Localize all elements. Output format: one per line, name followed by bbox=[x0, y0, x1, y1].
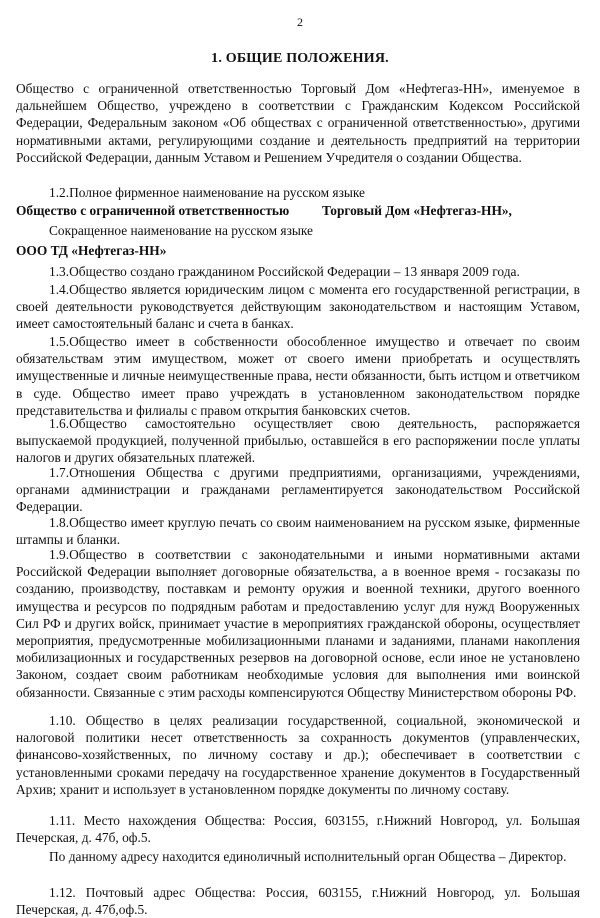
clause-1-6: 1.6.Общество самостоятельно осуществляет свою деятельность, распоряжается выпускаемой продукцией, полученной прибылью, оставшейся в его распоряжении после уплаты налогов и других обязательных платежей. bbox=[16, 416, 580, 466]
full-company-name bbox=[16, 202, 580, 219]
intro-paragraph: Общество с ограниченной ответственностью Торговый Дом «Нефтегаз-НН», именуемое в дальнейшем Общество, учреждено в соответствии с Гражданским Кодексом Российской Федерации, Федеральным законом «Об обществах с ограниченной ответственностью», другими нормативными актами, регулирующими создание и деятельность предприятий на территории Российской Федерации, данным Уставом и Решением Учредителя о создании Общества. bbox=[16, 81, 580, 165]
clause-1-12: 1.12. Почтовый адрес Общества: Россия, 603155, г.Нижний Новгород, ул. Большая Печерская, д. 47б,оф.5. bbox=[16, 885, 580, 918]
clause-1-7: 1.7.Отношения Общества с другими предприятиями, организациями, учреждениями, органами администрации и гражданами регламентируется законодательством Российской Федерации. bbox=[16, 465, 580, 515]
full-name-part2: Торговый Дом «Нефтегаз-НН», bbox=[321, 203, 512, 218]
short-company-name: ООО ТД «Нефтегаз-НН» bbox=[16, 243, 167, 258]
clause-1-8: 1.8.Общество имеет круглую печать со своим наименованием на русском языке, фирменные штампы и бланки. bbox=[16, 515, 580, 548]
clause-1-5: 1.5.Общество имеет в собственности обособленное имущество и отвечает по своим обязательствам этим имуществом, может от своего имени приобретать и осуществлять имущественные и личные неимущественные права, нести обязанности, быть истцом и ответчиком в суде. Общество имеет право учреждать в установленном законодательством порядке представительства и филиалы с правом открытия банковских счетов. bbox=[16, 334, 580, 418]
clause-1-4: 1.4.Общество является юридическим лицом с момента его государственной регистрации, в своей деятельности руководствуется действующим законодательством и настоящим Уставом, имеет самостоятельный баланс и счета в банках. bbox=[16, 282, 580, 332]
short-name-label: Сокращенное наименование на русском языке bbox=[49, 223, 313, 238]
page-number: 2 bbox=[297, 15, 303, 29]
clause-1-2-label: 1.2.Полное фирменное наименование на русском языке bbox=[49, 185, 365, 200]
clause-1-11: 1.11. Место нахождения Общества: Россия, 603155, г.Нижний Новгород, ул. Большая Печерская, д. 47б, оф.5. bbox=[16, 813, 580, 846]
clause-1-10: 1.10. Общество в целях реализации государственной, социальной, экономической и налоговой политики несет ответственность за сохранность документов (управленческих, финансово-хозяйственных, по личному составу и др.); обеспечивает в соответствии с установленными сроками передачу на государственное хранение документов в Государственный Архив; хранит и использует в установленном порядке документы по личному составу. bbox=[16, 713, 580, 797]
full-name-part1: Общество с ограниченной ответственностью bbox=[16, 203, 290, 218]
clause-1-9: 1.9.Общество в соответствии с законодательными и иными нормативными актами Российской Федерации выполняет договорные обязательства, а в военное время - госзаказы по созданию, производству, поставкам и ремонту оружия и военной техники, другого военного имущества и ресурсов по подрядным работам и предоставлению услуг для нужд Вооруженных Сил РФ и других войск, принимает участие в мероприятиях гражданской обороны, осуществляет мероприятия, предусмотренные мобилизационными планами и заданиями, планами накопления мобилизационных и государственных резервов на договорной основе, если иное не установлено Законом, создает своим работникам необходимые условия для выполнения ими воинской обязанности. Связанные с этим расходы компенсируются Обществу Министерством обороны РФ. bbox=[16, 547, 580, 700]
clause-1-11-note: По данному адресу находится единоличный исполнительный орган Общества – Директор. bbox=[49, 849, 567, 864]
section-title: 1. ОБЩИЕ ПОЛОЖЕНИЯ. bbox=[211, 51, 389, 66]
clause-1-3: 1.3.Общество создано гражданином Российской Федерации – 13 января 2009 года. bbox=[49, 264, 520, 279]
